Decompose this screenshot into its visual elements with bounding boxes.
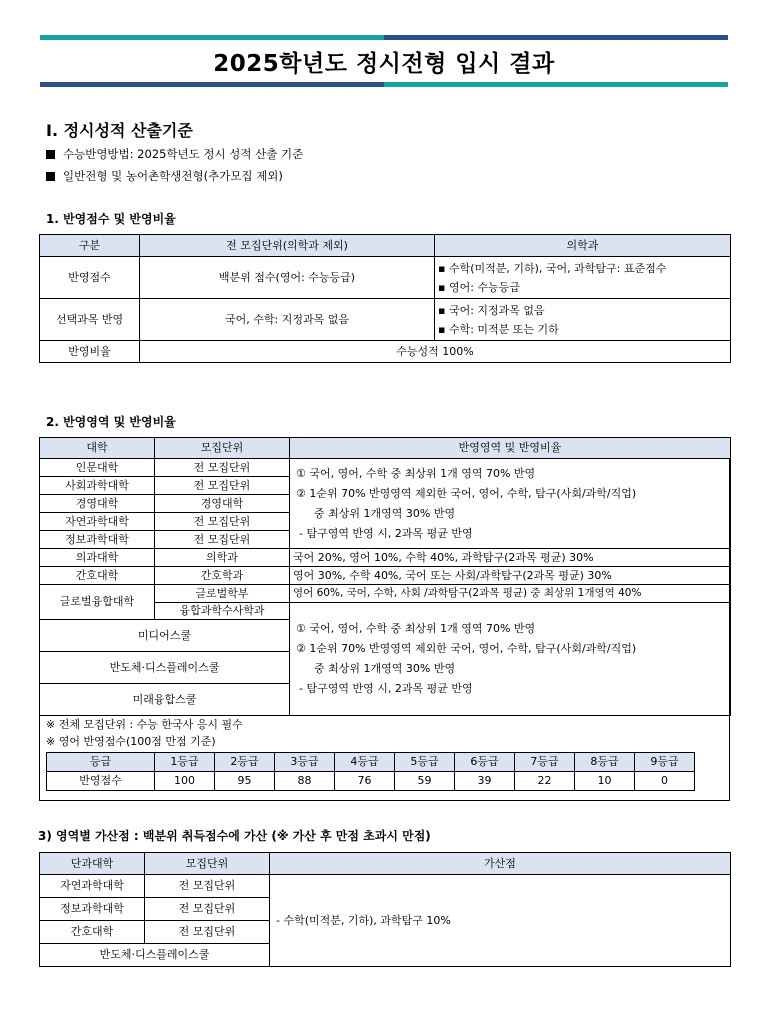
table-cell: 간호학과: [155, 567, 290, 585]
grade-header: 6등급: [455, 753, 515, 772]
table-header: 모집단위: [155, 438, 290, 459]
table-cell: 경영대학: [155, 495, 290, 513]
table-header: 전 모집단위(의학과 제외): [140, 235, 435, 257]
grade-header: 4등급: [335, 753, 395, 772]
table-cell: 백분위 점수(영어: 수능등급): [140, 257, 435, 299]
note-text: ※ 전체 모집단위 : 수능 한국사 응시 필수: [46, 718, 243, 731]
page-title: 2025학년도 정시전형 입시 결과: [213, 51, 555, 77]
title-top-bar-right: [384, 35, 728, 40]
table-header: 단과대학: [40, 853, 145, 875]
table-bonus-points: [39, 852, 731, 967]
table-cell: 인문대학: [40, 459, 155, 477]
table-cell: 경영대학: [40, 495, 155, 513]
table-cell: 수능성적 100%: [140, 341, 731, 363]
table-cell: 반영점수: [40, 257, 140, 299]
table-cell: 전 모집단위: [155, 459, 290, 477]
table-cell: ① 국어, 영어, 수학 중 최상위 1개 영역 70% 반영 ② 1순위 70% 반영영역 제외한 국어, 영어, 수학, 탐구(사회/과학/직업) 중 최상위 1개영역 30% 반영 - 탐구영역 반영 시, 2과목 평균 반영: [290, 459, 731, 549]
table-cell: 간호대학: [40, 567, 155, 585]
grade-header: 등급: [47, 753, 155, 772]
table-cell: ① 국어, 영어, 수학 중 최상위 1개 영역 70% 반영 ② 1순위 70% 반영영역 제외한 국어, 영어, 수학, 탐구(사회/과학/직업) 중 최상위 1개영역 30% 반영 - 탐구영역 반영 시, 2과목 평균 반영: [290, 603, 731, 716]
grade-cell: 88: [275, 772, 335, 791]
table-cell: 미디어스쿨: [40, 620, 290, 652]
table-cell: ▪ 국어: 지정과목 없음 ▪ 수학: 미적분 또는 기하: [435, 299, 731, 341]
table-cell: 전 모집단위: [155, 531, 290, 549]
table-cell: 전 모집단위: [155, 513, 290, 531]
grade-header: 3등급: [275, 753, 335, 772]
grade-header: 1등급: [155, 753, 215, 772]
square-bullet-icon: [46, 172, 55, 181]
table-cell: ▪ 수학(미적분, 기하), 국어, 과학탐구: 표준점수 ▪ 영어: 수능등급: [435, 257, 731, 299]
table-cell: 국어 20%, 영어 10%, 수학 40%, 과학탐구(2과목 평균) 30%: [290, 549, 731, 567]
grade-cell: 반영점수: [47, 772, 155, 791]
table-header: 구분: [40, 235, 140, 257]
table-cell: 글로벌융합대학: [40, 585, 155, 620]
grade-header: 7등급: [515, 753, 575, 772]
table-cell: 자연과학대학: [40, 875, 145, 898]
table-cell: 융합과학수사학과: [155, 603, 290, 620]
table-cell: 자연과학대학: [40, 513, 155, 531]
table-cell: 반영비율: [40, 341, 140, 363]
table-header: 가산점: [270, 853, 731, 875]
table-cell: 정보과학대학: [40, 898, 145, 921]
grade-cell: 22: [515, 772, 575, 791]
grade-header: 5등급: [395, 753, 455, 772]
table-cell: 전 모집단위: [155, 477, 290, 495]
grade-header: 8등급: [575, 753, 635, 772]
bullet-item: 일반전형 및 농어촌학생전형(추가모집 제외): [46, 168, 283, 184]
grade-header: 2등급: [215, 753, 275, 772]
table-cell: 영어 30%, 수학 40%, 국어 또는 사회/과학탐구(2과목 평균) 30%: [290, 567, 731, 585]
title-bottom-bar-left: [40, 82, 384, 87]
table-cell: 전 모집단위: [145, 875, 270, 898]
table-cell: 반도체·디스플레이스쿨: [40, 944, 270, 967]
section-title: Ⅰ. 정시성적 산출기준: [46, 121, 193, 140]
table-header: 대학: [40, 438, 155, 459]
table-cell: 국어, 수학: 지정과목 없음: [140, 299, 435, 341]
grade-cell: 10: [575, 772, 635, 791]
grade-cell: 0: [635, 772, 695, 791]
table-header: 의학과: [435, 235, 731, 257]
table-cell: 전 모집단위: [145, 898, 270, 921]
title-bottom-bar-right: [384, 82, 728, 87]
table-cell: 반도체·디스플레이스쿨: [40, 652, 290, 684]
table1-heading: 1. 반영점수 및 반영비율: [46, 212, 176, 226]
table-cell: 의학과: [155, 549, 290, 567]
table-cell: 미래융합스쿨: [40, 684, 290, 716]
table-cell: 영어 60%, 국어, 수학, 사회 /과학탐구(2과목 평균) 중 최상위 1개영역 40%: [290, 585, 731, 603]
table-cell: 의과대학: [40, 549, 155, 567]
table-cell: 사회과학대학: [40, 477, 155, 495]
table-cell: 전 모집단위: [145, 921, 270, 944]
table-cell: 글로벌학부: [155, 585, 290, 603]
table-cell: 정보과학대학: [40, 531, 155, 549]
grade-cell: 59: [395, 772, 455, 791]
grade-cell: 76: [335, 772, 395, 791]
table-cell: - 수학(미적분, 기하), 과학탐구 10%: [270, 875, 731, 967]
table3-heading: 3) 영역별 가산점 : 백분위 취득점수에 가산 (※ 가산 후 만점 초과시 만점): [38, 829, 431, 843]
grade-cell: 95: [215, 772, 275, 791]
title-top-bar-left: [40, 35, 384, 40]
table2-heading: 2. 반영영역 및 반영비율: [46, 415, 176, 429]
note-text: ※ 영어 반영점수(100점 만점 기준): [46, 735, 216, 748]
table-score-ratio: [39, 234, 731, 363]
table-cell: 간호대학: [40, 921, 145, 944]
english-grade-table: [46, 752, 695, 791]
table-header: 반영영역 및 반영비율: [290, 438, 731, 459]
grade-header: 9등급: [635, 753, 695, 772]
table-cell: 선택과목 반영: [40, 299, 140, 341]
table-subject-ratio: [39, 437, 731, 716]
table-header: 모집단위: [145, 853, 270, 875]
grade-cell: 100: [155, 772, 215, 791]
grade-cell: 39: [455, 772, 515, 791]
bullet-item: 수능반영방법: 2025학년도 정시 성적 산출 기준: [46, 146, 303, 162]
square-bullet-icon: [46, 150, 55, 159]
